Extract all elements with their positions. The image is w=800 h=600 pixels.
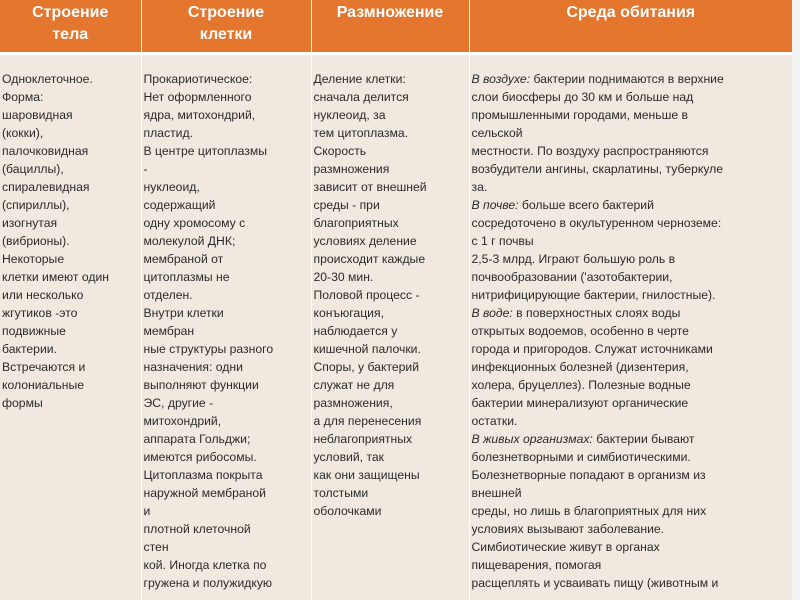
text-line: тем цитоплазма. (313, 126, 408, 140)
text-line: происходит каждые (313, 252, 426, 266)
habitat-text: Симбиотические живут в органах (471, 540, 660, 554)
header-label (4, 2, 137, 46)
habitat-text: слои биосферы до 30 км и больше над (471, 90, 694, 104)
habitat-text: почвообразовании ('азотобактерии, (471, 270, 673, 284)
habitat-text: за. (471, 180, 488, 194)
text-line: Внутри клетки (143, 306, 224, 320)
habitat-text: среды, но лишь в благоприятных для них (471, 504, 707, 518)
text-line: - (143, 162, 148, 176)
habitat-text: бактерии бывают (592, 432, 695, 446)
text-line: наружной мембраной (143, 486, 266, 500)
text-line: подвижные (2, 324, 66, 338)
text-line: клетки имеют один (2, 270, 110, 284)
header-row (0, 0, 792, 54)
text-line: размножения, (313, 396, 393, 410)
text-line (472, 322, 791, 340)
habitat-text: сельской (471, 126, 523, 140)
text-line: (бациллы), (2, 162, 64, 176)
text-line (472, 304, 791, 322)
text-line: оболочками (313, 504, 382, 518)
habitat-text: 2,5-3 млрд. Играют большую роль в (471, 252, 676, 266)
habitat-text: остатки. (471, 414, 518, 428)
text-line: В центре цитоплазмы (143, 144, 267, 158)
habitat-text: промышленными городами, меньше в (471, 108, 689, 122)
text-line (472, 502, 791, 520)
text-line: Некоторые (2, 252, 65, 266)
text-line: условиях деление (313, 234, 417, 248)
text-line: зависит от внешней (313, 180, 427, 194)
text-line: ные структуры разного (143, 342, 274, 356)
habitat-text: города и пригородов. Служат источниками (471, 342, 713, 356)
habitat-text: расщеплять и усваивать пищу (животным и (471, 576, 719, 590)
edge-strip (792, 0, 800, 600)
text-line: цитоплазмы не (143, 270, 230, 284)
text-line (472, 70, 791, 88)
habitat-label: В почве: (471, 198, 519, 212)
header-reproduction (311, 0, 469, 54)
header-cell-structure (141, 0, 311, 54)
text-line: как они защищены (313, 468, 420, 482)
habitat-text: холера, бруцеллез). Полезные водные (471, 378, 691, 392)
header-text-line: тела (52, 26, 89, 43)
habitat-text: болезнетворными и симбиотическими. (471, 450, 691, 464)
cell-reproduction (311, 54, 469, 600)
text-line (472, 196, 791, 214)
habitat-text: местности. По воздуху распространяются (471, 144, 709, 158)
text-line: шаровидная (2, 108, 73, 122)
text-line (472, 412, 791, 430)
text-line: (спириллы), (2, 198, 70, 212)
habitat-text: пищеварения, помогая (471, 558, 602, 572)
habitat-text: условиях вызывают заболевание. (471, 522, 665, 536)
text-line (472, 232, 791, 250)
text-line (472, 268, 791, 286)
text-line: выполняют функции (143, 378, 259, 392)
header-text-line: Строение (187, 4, 265, 21)
text-line: Цитоплазма покрыта (143, 468, 263, 482)
habitat-label: В воде: (471, 306, 513, 320)
header-body-structure (0, 0, 141, 54)
text-line: толстыми (313, 486, 369, 500)
text-line: одну хромосому с (143, 216, 246, 230)
habitat-text: Болезнетворные попадают в организм из (471, 468, 706, 482)
text-line: назначения: одни (143, 360, 243, 374)
text-line: неблагоприятных (313, 432, 413, 446)
text-line: Скорость (313, 144, 367, 158)
text-line (472, 394, 791, 412)
text-line: жгутиков -это (2, 306, 78, 320)
habitat-text: больше всего бактерий (518, 198, 654, 212)
text-line: колониальные (2, 378, 85, 392)
habitat-text: открытых водоемов, особенно в черте (471, 324, 689, 338)
habitat-text: нитрифицирующие бактерии, гнилостные). (471, 288, 716, 302)
habitat-label: В живых организмах: (471, 432, 593, 446)
text-line: 20-30 мин. (313, 270, 374, 284)
habitat-text: в поверхностных слоях воды (512, 306, 681, 320)
habitat-text: бактерии минерализуют органические (471, 396, 689, 410)
habitat-text: внешней (471, 486, 522, 500)
text-line: размножения (313, 162, 390, 176)
habitat-text: инфекционных болезней (дизентерия, (471, 360, 689, 374)
text-line: содержащий (143, 198, 216, 212)
text-line: митохондрий, (143, 414, 222, 428)
text-line: Деление клетки: (313, 72, 406, 86)
header-label (474, 2, 789, 24)
text-line: благоприятных (313, 216, 399, 230)
text-line (472, 340, 791, 358)
text-line: ЭС, другие - (143, 396, 214, 410)
text-line (472, 250, 791, 268)
text-line (472, 466, 791, 484)
text-line: молекулой ДНК; (143, 234, 236, 248)
text-line: палочковидная (2, 144, 89, 158)
text-line (472, 538, 791, 556)
text-line: служат не для (313, 378, 395, 392)
text-line: мембран (143, 324, 195, 338)
text-line: (вибрионы). (2, 234, 70, 248)
text-line: (кокки), (2, 126, 44, 140)
cell-cell-structure (141, 54, 311, 600)
text-line (472, 376, 791, 394)
text-line: спиралевидная (2, 180, 90, 194)
text-line (472, 556, 791, 574)
text-line (472, 142, 791, 160)
text-line (472, 88, 791, 106)
header-label (146, 2, 307, 46)
habitat-label: В воздухе: (471, 72, 531, 86)
text-line: Половой процесс - (313, 288, 420, 302)
text-line: наблюдается у (313, 324, 398, 338)
header-text-line: Среда обитания (566, 4, 696, 21)
text-line: Встречаются и (2, 360, 86, 374)
text-line: нуклеоид, (143, 180, 200, 194)
text-line: мембраной от (143, 252, 224, 266)
cell-habitat (469, 54, 792, 600)
text-line: стен (143, 540, 169, 554)
text-line (472, 484, 791, 502)
text-line: или несколько (2, 288, 84, 302)
text-line (472, 574, 791, 592)
header-label (316, 2, 465, 24)
text-line: Прокариотическое: (143, 72, 253, 86)
text-line: ядра, митохондрий, (143, 108, 256, 122)
text-line: кишечной палочки. (313, 342, 421, 356)
text-line (472, 430, 791, 448)
text-line: пластид. (143, 126, 193, 140)
table-row (0, 54, 792, 600)
text-line: Одноклеточное. (2, 72, 93, 86)
text-line: а для перенесения (313, 414, 422, 428)
habitat-text: бактерии поднимаются в верхние (530, 72, 724, 86)
text-line: сначала делится (313, 90, 409, 104)
text-line: Споры, у бактерий (313, 360, 420, 374)
text-line: кой. Иногда клетка по (143, 558, 267, 572)
text-line (472, 106, 791, 124)
text-line: конъюгация, (313, 306, 384, 320)
habitat-text: сосредоточено в окультуренном черноземе: (471, 216, 722, 230)
cell-body-structure (0, 54, 141, 600)
text-line (472, 520, 791, 538)
text-line (472, 178, 791, 196)
text-line (472, 286, 791, 304)
header-text-line: Строение (32, 4, 109, 21)
text-line: изогнутая (2, 216, 58, 230)
text-line: среды - при (313, 198, 380, 212)
header-habitat (469, 0, 792, 54)
text-line: Нет оформленного (143, 90, 252, 104)
text-line: плотной клеточной (143, 522, 251, 536)
habitat-text: возбудители ангины, скарлатины, туберкуле (471, 162, 724, 176)
text-line (472, 214, 791, 232)
text-line (472, 448, 791, 466)
header-text-line: клетки (199, 26, 253, 43)
text-line: формы (2, 396, 43, 410)
text-line (472, 124, 791, 142)
habitat-text: с 1 г почвы (471, 234, 534, 248)
text-line: нуклеоид, за (313, 108, 386, 122)
text-line: условий, так (313, 450, 384, 464)
text-line (472, 160, 791, 178)
text-line: аппарата Гольджи; (143, 432, 251, 446)
text-line: отделен. (143, 288, 193, 302)
header-text-line: Размножение (336, 4, 444, 21)
text-line: гружена и полужидкую (143, 576, 273, 590)
text-line (472, 358, 791, 376)
text-line: бактерии. (2, 342, 57, 356)
text-line: Форма: (2, 90, 44, 104)
text-line: и (143, 504, 151, 518)
text-line: имеются рибосомы. (143, 450, 257, 464)
